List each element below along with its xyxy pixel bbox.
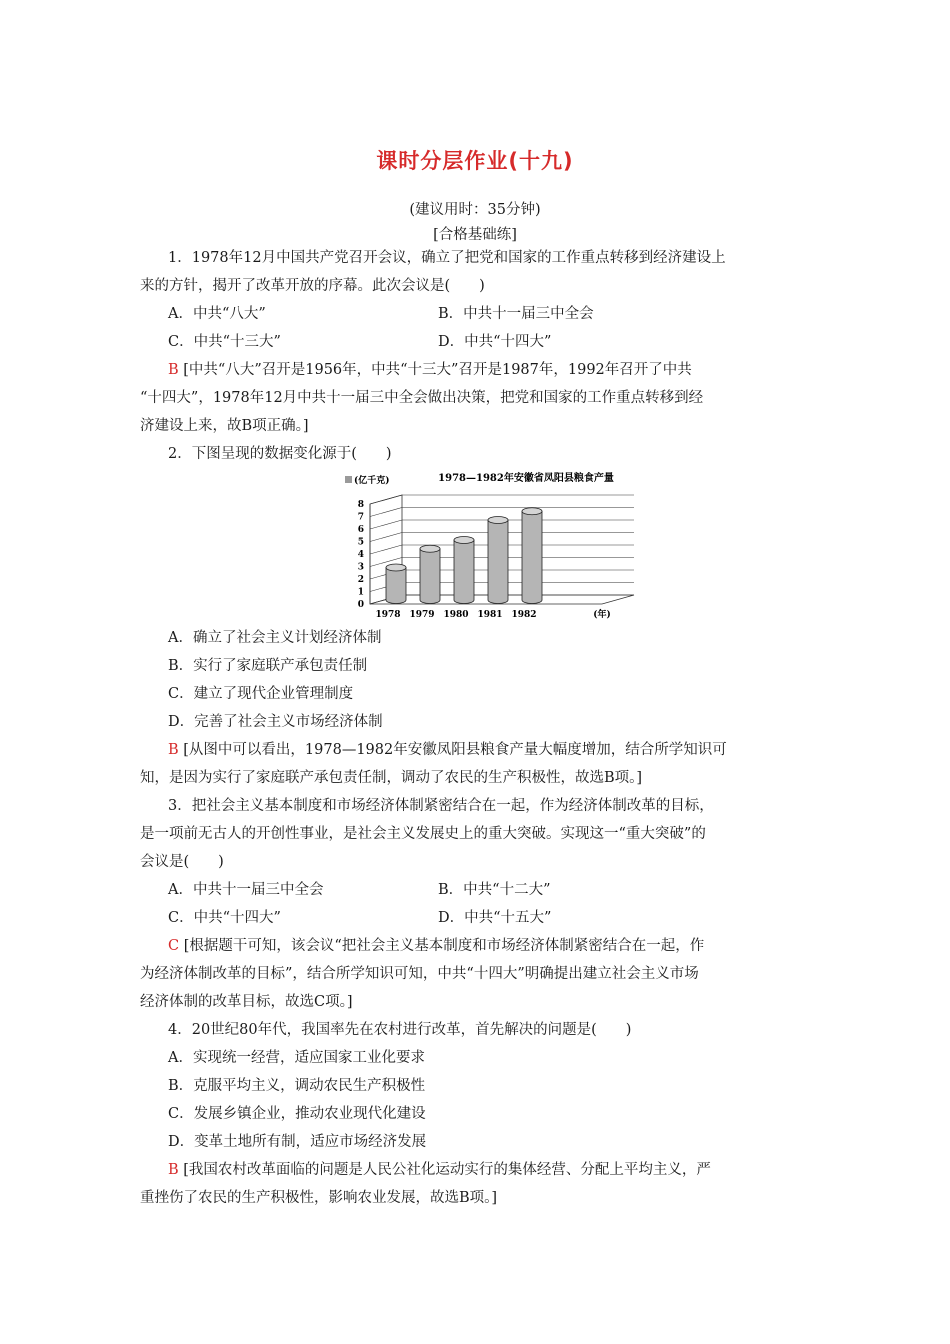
x-tick-label: 1978 [375, 610, 401, 620]
x-tick-label: 1981 [477, 610, 503, 620]
bar-top [386, 564, 406, 571]
q2-explanation-line-1 [168, 740, 727, 760]
bar-top [420, 545, 440, 552]
q1-explanation-line-1 [168, 360, 692, 380]
q1-stem-line-1: 1．1978年12月中国共产党召开会议，确立了把党和国家的工作重点转移到经济建设上 [168, 250, 726, 266]
q2-option-b: B．实行了家庭联产承包责任制 [168, 658, 368, 674]
bar-top [522, 508, 542, 515]
q4-option-d: D．变革土地所有制，适应市场经济发展 [168, 1134, 427, 1150]
chart-title: 1978—1982年安徽省凤阳县粮食产量 [438, 473, 614, 484]
q1-option-a: A．中共“八大” [168, 306, 266, 322]
q3-option-b: B．中共“十二大” [438, 882, 551, 898]
q1-answer: B [168, 362, 179, 378]
x-tick-label: 1980 [443, 610, 469, 620]
q2-explanation-line-2: 知，是因为实行了家庭联产承包责任制，调动了农民的生产积极性，故选B项。] [140, 770, 643, 786]
chart-ylabel: (亿千克) [354, 476, 390, 486]
legend-swatch [345, 476, 352, 483]
bar-body [420, 549, 440, 604]
q3-option-d: D．中共“十五大” [438, 910, 552, 926]
q4-answer: B [168, 1162, 179, 1178]
q1-option-c: C．中共“十三大” [168, 334, 281, 350]
time-note: (建议用时：35分钟) [409, 202, 541, 218]
x-tick-label: 1979 [409, 610, 435, 620]
q2-option-c: C．建立了现代企业管理制度 [168, 686, 354, 702]
q4-option-a: A．实现统一经营，适应国家工业化要求 [168, 1050, 425, 1066]
page-title: 课时分层作业(十九) [376, 149, 574, 173]
bar-top [488, 517, 508, 524]
q1-option-d: D．中共“十四大” [438, 334, 552, 350]
q2-option-a: A．确立了社会主义计划经济体制 [168, 630, 382, 646]
bar-top [454, 537, 474, 544]
bar-1982 [522, 508, 542, 604]
bar-body [522, 511, 542, 603]
y-tick-label: 4 [357, 550, 364, 560]
q3-explanation-line-1 [168, 936, 704, 956]
q3-explanation-text: [根据题干可知，该会议“把社会主义基本制度和市场经济体制紧密结合在一起，作 [183, 938, 705, 954]
q4-explanation-line-1 [168, 1160, 711, 1180]
bar-body [386, 568, 406, 604]
q1-explanation-text: [中共“八大”召开是1956年，中共“十三大”召开是1987年，1992年召开了中共 [183, 362, 692, 378]
q2-answer: B [168, 742, 179, 758]
q4-stem: 4．20世纪80年代，我国率先在农村进行改革，首先解决的问题是( ) [168, 1022, 632, 1038]
y-tick-label: 1 [357, 587, 364, 598]
section-heading: [合格基础练] [433, 227, 517, 243]
q3-option-a: A．中共十一届三中全会 [168, 882, 324, 898]
bar-body [454, 540, 474, 604]
grain-output-chart [330, 466, 642, 624]
q3-explanation-line-2: 为经济体制改革的目标”，结合所学知识可知，中共“十四大”明确提出建立社会主义市场 [140, 966, 699, 982]
bar-1979 [420, 545, 440, 603]
q3-explanation-line-3: 经济体制的改革目标，故选C项。] [140, 994, 353, 1010]
q3-stem-line-1: 3．把社会主义基本制度和市场经济体制紧密结合在一起，作为经济体制改革的目标， [168, 798, 714, 814]
q4-option-b: B．克服平均主义，调动农民生产积极性 [168, 1078, 426, 1094]
q4-explanation-line-2: 重挫伤了农民的生产积极性，影响农业发展，故选B项。] [140, 1190, 498, 1206]
q2-stem: 2．下图呈现的数据变化源于( ) [168, 446, 392, 462]
q4-explanation-text: [我国农村改革面临的问题是人民公社化运动实行的集体经营、分配上平均主义，严 [183, 1162, 711, 1178]
q3-stem-line-2: 是一项前无古人的开创性事业，是社会主义发展史上的重大突破。实现这一“重大突破”的 [140, 826, 706, 842]
chart-xunit: (年) [593, 610, 611, 620]
q2-explanation-text: [从图中可以看出，1978—1982年安徽凤阳县粮食产量大幅度增加，结合所学知识可 [183, 742, 727, 758]
q2-option-d: D．完善了社会主义市场经济体制 [168, 714, 383, 730]
q1-stem-line-2: 来的方针，揭开了改革开放的序幕。此次会议是( ) [140, 278, 485, 294]
q3-answer: C [168, 938, 180, 954]
q3-stem-line-3: 会议是( ) [140, 854, 224, 870]
bar-1978 [386, 564, 406, 604]
q4-option-c: C．发展乡镇企业，推动农业现代化建设 [168, 1106, 426, 1122]
q1-explanation-line-3: 济建设上来，故B项正确。] [140, 418, 309, 434]
y-tick-label: 2 [357, 575, 364, 585]
bar-body [488, 520, 508, 604]
x-tick-label: 1982 [511, 610, 537, 620]
y-tick-label: 8 [357, 500, 364, 510]
bar-1980 [454, 537, 474, 604]
q1-explanation-line-2: “十四大”，1978年12月中共十一届三中全会做出决策，把党和国家的工作重点转移到经 [140, 390, 704, 406]
bar-1981 [488, 517, 508, 604]
y-tick-label: 6 [357, 525, 364, 535]
q1-option-b: B．中共十一届三中全会 [438, 306, 594, 322]
y-tick-label: 5 [357, 537, 364, 548]
y-tick-label: 0 [357, 600, 364, 610]
q3-option-c: C．中共“十四大” [168, 910, 281, 926]
y-tick-label: 7 [357, 512, 364, 523]
y-tick-label: 3 [357, 562, 364, 573]
